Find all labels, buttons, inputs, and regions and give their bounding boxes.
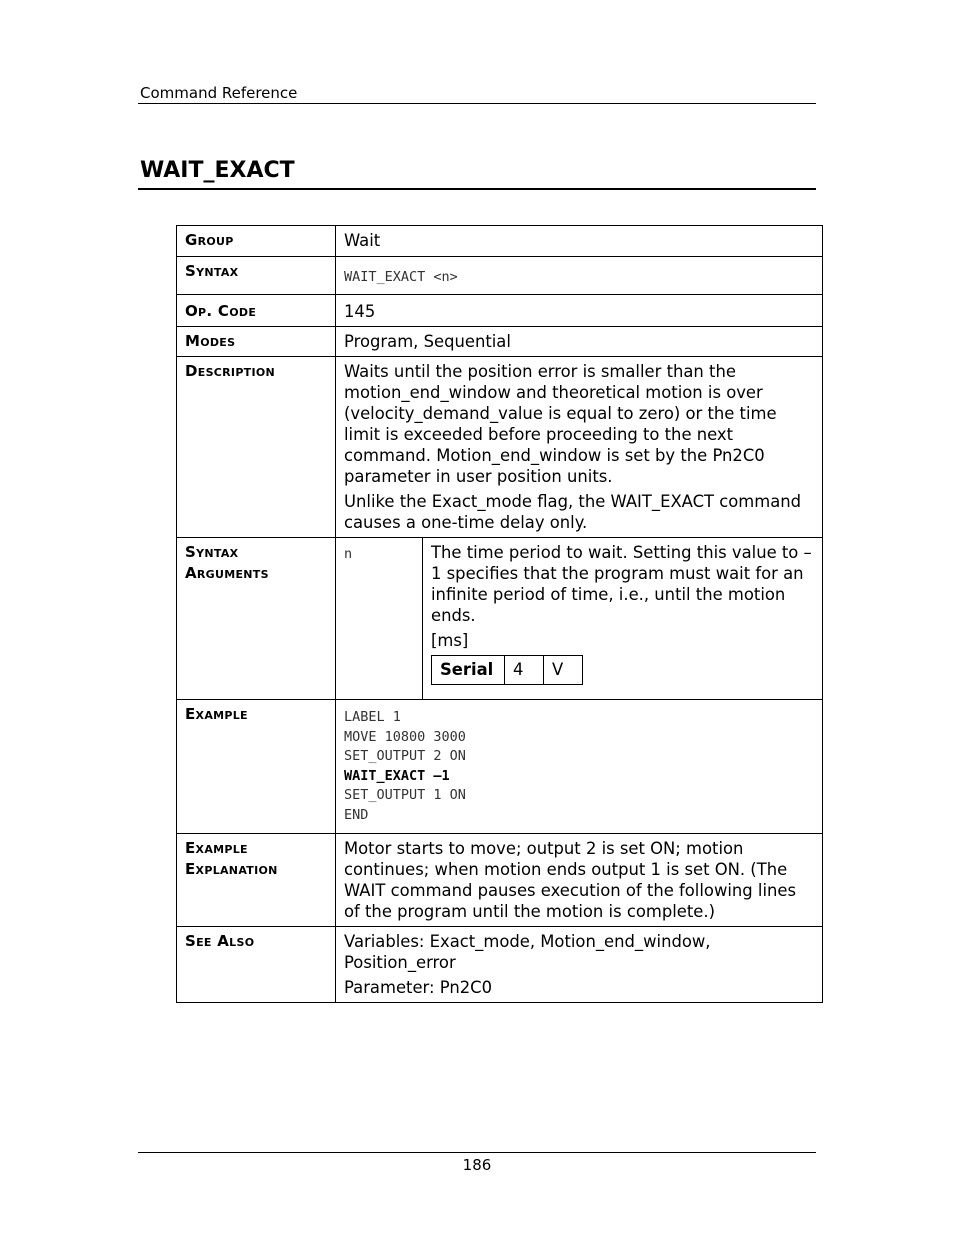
argument-unit: [ms] — [431, 631, 469, 650]
example-explanation-label — [177, 834, 336, 927]
group-value: Wait — [336, 226, 823, 257]
code-line-highlight: WAIT_EXACT –1 — [344, 767, 450, 784]
syntax-cell — [336, 257, 823, 295]
running-header: Command Reference — [140, 84, 298, 102]
code-line: SET_OUTPUT 1 ON — [344, 787, 466, 803]
row-syntax — [177, 257, 823, 295]
see-also-cell — [336, 927, 823, 1003]
arguments-table — [336, 538, 822, 699]
example-explanation-text: Motor starts to move; output 2 is set ON; motion continues; when motion ends output 1 is set ON. (The WAIT command pauses execution of the following lines of the program until the motion is complete.) — [336, 834, 823, 927]
syntax-value: WAIT_EXACT <n> — [344, 269, 458, 285]
command-reference-table — [176, 225, 823, 1003]
version-interface: Serial — [432, 656, 505, 685]
row-see-also — [177, 927, 823, 1003]
row-syntax-arguments — [177, 538, 823, 700]
version-number: 4 — [505, 656, 544, 685]
row-example-explanation — [177, 834, 823, 927]
label-line: Syntax — [185, 543, 239, 561]
row-description — [177, 357, 823, 538]
code-line: MOVE 10800 3000 — [344, 728, 466, 745]
description-paragraph: Unlike the Exact_mode flag, the WAIT_EXACT command causes a one-time delay only. — [344, 492, 802, 532]
code-line: SET_OUTPUT 2 ON — [344, 748, 466, 764]
row-modes — [177, 327, 823, 357]
opcode-label: Op. Code — [177, 295, 336, 327]
footer-divider — [138, 1152, 816, 1153]
modes-label: Modes — [177, 327, 336, 357]
see-also-variables: Variables: Exact_mode, Motion_end_window, Position_error — [344, 932, 711, 972]
example-cell — [336, 700, 823, 834]
group-label: Group — [177, 226, 336, 257]
code-line: LABEL 1 — [344, 709, 401, 725]
version-table — [431, 655, 583, 685]
header-divider — [138, 103, 816, 104]
see-also-label: See Also — [177, 927, 336, 1003]
row-example — [177, 700, 823, 834]
argument-description-cell — [423, 538, 823, 699]
argument-name: n — [344, 546, 353, 562]
argument-description: The time period to wait. Setting this value to –1 specifies that the program must wait for an infinite period of time, i.e., until the motion ends. — [431, 543, 812, 625]
page-number: 186 — [462, 1156, 492, 1174]
example-label: Example — [177, 700, 336, 834]
row-group — [177, 226, 823, 257]
syntax-arguments-label — [177, 538, 336, 700]
row-opcode — [177, 295, 823, 327]
description-paragraph: Waits until the position error is smaller than the motion_end_window and theoretical motion is over (velocity_demand_value is equal to zero) or the time limit is exceeded before proceeding to the next command. Motion_end_window is set by the Pn2C0 parameter in user position units. — [344, 362, 777, 486]
opcode-value: 145 — [336, 295, 823, 327]
code-line: END — [344, 806, 369, 823]
label-line: Example — [185, 839, 248, 857]
title-divider — [138, 188, 816, 190]
syntax-label: Syntax — [177, 257, 336, 295]
see-also-parameter: Parameter: Pn2C0 — [344, 978, 493, 997]
description-label: Description — [177, 357, 336, 538]
description-cell — [336, 357, 823, 538]
argument-name-cell — [336, 538, 423, 699]
modes-value: Program, Sequential — [336, 327, 823, 357]
page-title: WAIT_EXACT — [140, 158, 295, 183]
version-flag: V — [544, 656, 583, 685]
label-line: Explanation — [185, 860, 278, 878]
syntax-arguments-cell — [336, 538, 823, 700]
label-line: Arguments — [185, 564, 269, 582]
